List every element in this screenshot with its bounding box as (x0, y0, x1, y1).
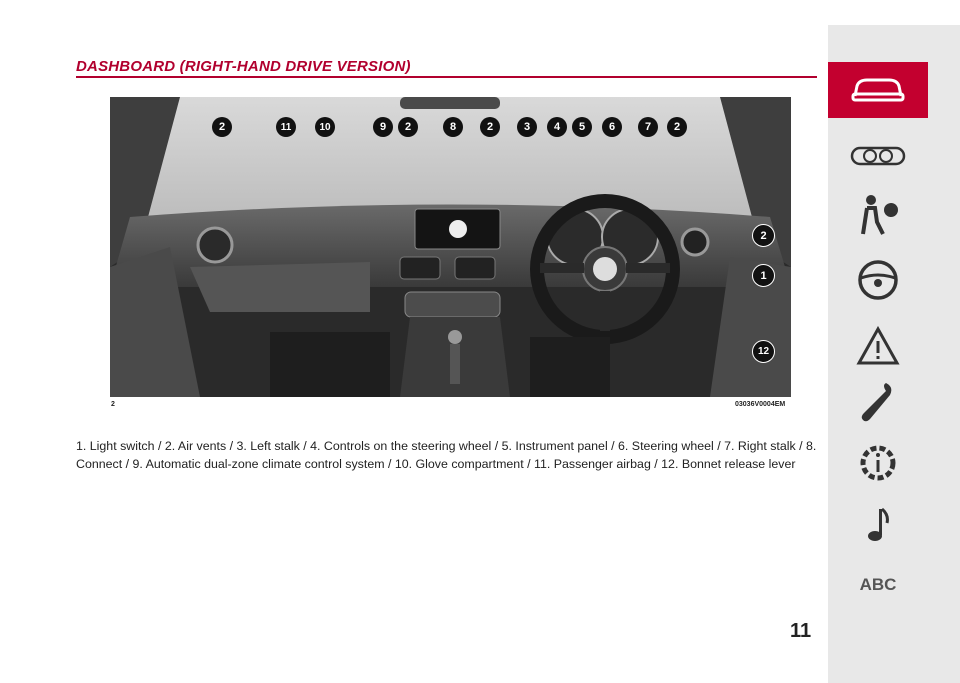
callout-top-left-stalk: 3 (517, 117, 537, 137)
callout-top-glove-compartment: 10 (315, 117, 335, 137)
tab-maintenance[interactable] (828, 375, 928, 431)
dashboard-illustration (110, 97, 791, 397)
callout-right-light-switch: 1 (752, 264, 775, 287)
airbag-safety-icon (853, 192, 903, 236)
tab-multimedia[interactable] (828, 497, 928, 553)
figure-caption: 1. Light switch / 2. Air vents / 3. Left stalk / 4. Controls on the steering wheel / 5. Instrument panel / 6. Steering wheel / 7. Right stalk / 8. Connect / 9. Automatic dual-zone climate control system / 10. Glove compartment / 11. Passenger airbag / 12. Bonnet release lever (76, 439, 817, 471)
figure-reference: 2 (111, 401, 115, 408)
title-divider (76, 76, 817, 78)
callout-top-passenger-airbag: 11 (276, 117, 296, 137)
tab-emergency[interactable] (828, 318, 928, 374)
callout-top-air-vents-centre-right: 2 (480, 117, 500, 137)
wrench-icon (858, 379, 898, 427)
tab-car[interactable] (828, 62, 928, 118)
callout-right-air-vent: 2 (752, 224, 775, 247)
callout-right-bonnet-release: 12 (752, 340, 775, 363)
tab-technical-data[interactable] (828, 435, 928, 491)
figure-code: 03036V0004EM (735, 401, 786, 408)
callout-top-steering-wheel: 6 (602, 117, 622, 137)
tab-safety[interactable] (828, 186, 928, 242)
dashboard-figure (110, 97, 791, 397)
gear-info-icon (856, 441, 900, 485)
callout-top-air-vents-left: 2 (212, 117, 232, 137)
callout-top-right-stalk: 7 (638, 117, 658, 137)
page-number: 11 (790, 620, 812, 642)
car-icon (849, 74, 907, 106)
steering-wheel-icon (856, 258, 900, 302)
music-note-icon (863, 505, 893, 545)
instrument-cluster-icon (850, 144, 906, 168)
abc-index-icon: ABC (859, 575, 897, 594)
callout-top-instrument-panel: 5 (572, 117, 592, 137)
page-title: DASHBOARD (RIGHT-HAND DRIVE VERSION) (76, 58, 411, 75)
callout-top-steering-controls: 4 (547, 117, 567, 137)
tab-driving[interactable] (828, 252, 928, 308)
tab-instruments[interactable] (828, 128, 928, 184)
callout-top-air-vents-right: 2 (667, 117, 687, 137)
callout-top-connect: 8 (443, 117, 463, 137)
callout-top-air-vents-centre-left: 2 (398, 117, 418, 137)
tab-index[interactable] (828, 557, 928, 613)
callout-top-climate-control: 9 (373, 117, 393, 137)
warning-triangle-icon (856, 326, 900, 366)
